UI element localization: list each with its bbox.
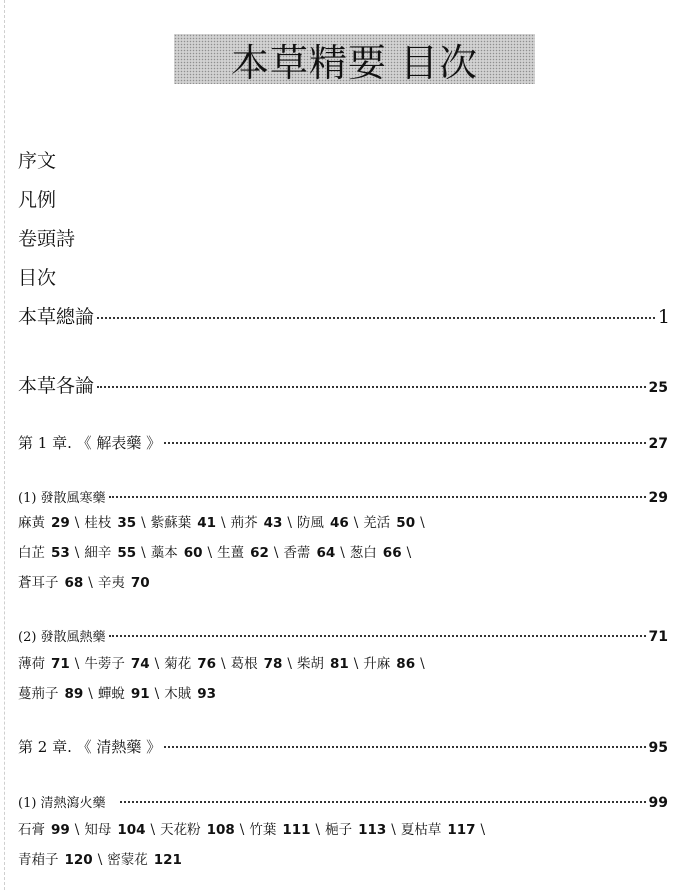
- herb-line: [18, 652, 430, 672]
- separator-backslash: \: [97, 852, 103, 868]
- separator-backslash: \: [287, 656, 292, 672]
- herb-page-number: 46: [329, 515, 349, 531]
- leader-dots: [164, 746, 645, 748]
- section-row[interactable]: [18, 487, 668, 506]
- separator-backslash: \: [154, 686, 160, 702]
- herb-name[interactable]: 麻黃: [18, 515, 45, 531]
- section-row[interactable]: [18, 626, 668, 645]
- herb-page-number: 70: [130, 575, 150, 591]
- herb-page-number: 68: [64, 575, 84, 591]
- herb-page-number: 81: [329, 656, 349, 672]
- herb-name[interactable]: 蟬蛻: [97, 686, 125, 702]
- separator-backslash: \: [154, 656, 160, 672]
- herb-name[interactable]: 竹葉: [249, 822, 277, 838]
- herb-name[interactable]: 薄荷: [18, 656, 45, 672]
- separator-backslash: \: [480, 822, 486, 838]
- herb-page-number: 76: [197, 656, 217, 672]
- separator-backslash: \: [353, 656, 359, 672]
- chapter-row[interactable]: [18, 736, 668, 757]
- separator-backslash: \: [353, 515, 359, 531]
- herb-page-number: 71: [51, 656, 70, 672]
- herb-page-number: 93: [197, 686, 217, 702]
- herb-page-number: 60: [183, 545, 203, 561]
- section-page-number: 71: [648, 629, 668, 645]
- separator-backslash: \: [273, 545, 279, 561]
- toc-item-contents[interactable]: 目次: [18, 267, 57, 289]
- herb-line: [18, 511, 430, 531]
- herb-name[interactable]: 蔓荊子: [18, 686, 59, 702]
- herb-line: [18, 848, 182, 868]
- leader-dots: [97, 317, 655, 319]
- herb-name[interactable]: 紫蘇葉: [150, 515, 192, 531]
- herb-page-number: 121: [153, 852, 182, 868]
- separator-backslash: \: [420, 656, 425, 672]
- herb-name[interactable]: 香薷: [283, 545, 311, 561]
- leader-dots: [120, 801, 646, 803]
- herb-name[interactable]: 生薑: [217, 545, 245, 561]
- toc-item-preface[interactable]: 序文: [18, 150, 57, 172]
- separator-backslash: \: [207, 545, 213, 561]
- chapter-label: 第 1 章. 《 解表藥 》: [18, 434, 162, 452]
- herb-name[interactable]: 知母: [84, 822, 112, 838]
- leader-dots: [109, 496, 646, 498]
- herb-page-number: 53: [51, 545, 70, 561]
- toc-page-number: 1: [657, 306, 670, 328]
- herb-page-number: 74: [130, 656, 150, 672]
- herb-page-number: 78: [263, 656, 283, 672]
- separator-backslash: \: [287, 515, 292, 531]
- herb-page-number: 64: [316, 545, 336, 561]
- separator-backslash: \: [221, 656, 226, 672]
- separator-backslash: \: [88, 686, 93, 702]
- herb-name[interactable]: 夏枯草: [400, 822, 442, 838]
- separator-backslash: \: [315, 822, 321, 838]
- separator-backslash: \: [141, 545, 146, 561]
- separator-backslash: \: [391, 822, 396, 838]
- toc-item-poem[interactable]: 卷頭詩: [18, 228, 76, 250]
- herb-page-number: 66: [382, 545, 402, 561]
- herb-name[interactable]: 白芷: [18, 545, 45, 561]
- toc-row-specific[interactable]: [18, 371, 668, 398]
- herb-name[interactable]: 羌活: [363, 515, 391, 531]
- separator-backslash: \: [420, 515, 425, 531]
- herb-name[interactable]: 青葙子: [18, 852, 59, 868]
- herb-name[interactable]: 辛夷: [97, 575, 125, 591]
- herb-page-number: 104: [117, 822, 146, 838]
- herb-name[interactable]: 牛蒡子: [84, 656, 125, 672]
- herb-page-number: 120: [64, 852, 93, 868]
- herb-page-number: 91: [130, 686, 150, 702]
- section-label: (1) 發散風寒藥: [18, 491, 106, 506]
- toc-page-number: 25: [648, 380, 668, 396]
- leader-dots: [97, 386, 646, 388]
- herb-name[interactable]: 木賊: [164, 686, 192, 702]
- herb-name[interactable]: 密蒙花: [107, 852, 148, 868]
- section-label: (2) 發散風熱藥: [18, 630, 106, 645]
- chapter-row[interactable]: [18, 432, 668, 453]
- herb-name[interactable]: 防風: [296, 515, 324, 531]
- herb-page-number: 62: [250, 545, 269, 561]
- herb-page-number: 86: [396, 656, 416, 672]
- herb-name[interactable]: 荊芥: [230, 515, 258, 531]
- herb-name[interactable]: 細辛: [84, 545, 112, 561]
- herb-page-number: 29: [51, 515, 70, 531]
- toc-label: 本草各論: [18, 375, 95, 397]
- separator-backslash: \: [150, 822, 156, 838]
- herb-line: [18, 682, 216, 702]
- herb-name[interactable]: 葛根: [230, 656, 258, 672]
- herb-name[interactable]: 柴胡: [296, 656, 324, 672]
- chapter-page-number: 95: [648, 740, 668, 756]
- herb-line: [18, 818, 490, 838]
- herb-page-number: 41: [197, 515, 217, 531]
- herb-name[interactable]: 菊花: [164, 656, 192, 672]
- herb-name[interactable]: 葱白: [349, 545, 377, 561]
- separator-backslash: \: [239, 822, 245, 838]
- section-page-number: 29: [648, 490, 668, 506]
- herb-page-number: 89: [64, 686, 84, 702]
- herb-name[interactable]: 升麻: [363, 656, 391, 672]
- herb-page-number: 113: [358, 822, 387, 838]
- herb-name[interactable]: 梔子: [325, 822, 353, 838]
- herb-page-number: 43: [263, 515, 283, 531]
- herb-name[interactable]: 桂枝: [84, 515, 112, 531]
- toc-row-general[interactable]: [18, 302, 670, 329]
- herb-page-number: 35: [117, 515, 137, 531]
- herb-line: [18, 571, 150, 591]
- herb-name[interactable]: 天花粉: [160, 822, 201, 838]
- separator-backslash: \: [141, 515, 146, 531]
- separator-backslash: \: [406, 545, 412, 561]
- herb-name[interactable]: 藁本: [150, 545, 178, 561]
- separator-backslash: \: [74, 545, 80, 561]
- separator-backslash: \: [74, 656, 80, 672]
- section-row[interactable]: [18, 792, 668, 811]
- chapter-label: 第 2 章. 《 清熱藥 》: [18, 738, 162, 756]
- herb-page-number: 55: [117, 545, 137, 561]
- separator-backslash: \: [221, 515, 226, 531]
- herb-page-number: 99: [51, 822, 70, 838]
- separator-backslash: \: [74, 515, 80, 531]
- page-edge-line: [4, 0, 5, 890]
- herb-line: [18, 541, 416, 561]
- leader-dots: [164, 442, 645, 444]
- herb-page-number: 117: [447, 822, 476, 838]
- herb-name[interactable]: 蒼耳子: [18, 575, 59, 591]
- herb-page-number: 50: [396, 515, 416, 531]
- section-page-number: 99: [648, 795, 668, 811]
- separator-backslash: \: [74, 822, 80, 838]
- herb-page-number: 108: [206, 822, 235, 838]
- page-title: 本草精要 目次: [174, 34, 535, 84]
- leader-dots: [109, 635, 646, 637]
- toc-label: 本草總論: [18, 306, 95, 328]
- separator-backslash: \: [88, 575, 93, 591]
- chapter-page-number: 27: [648, 436, 668, 452]
- separator-backslash: \: [340, 545, 345, 561]
- herb-name[interactable]: 石膏: [18, 822, 45, 838]
- section-label: (1) 清熱瀉火藥: [18, 796, 106, 811]
- toc-item-notes[interactable]: 凡例: [18, 189, 57, 211]
- herb-page-number: 111: [282, 822, 311, 838]
